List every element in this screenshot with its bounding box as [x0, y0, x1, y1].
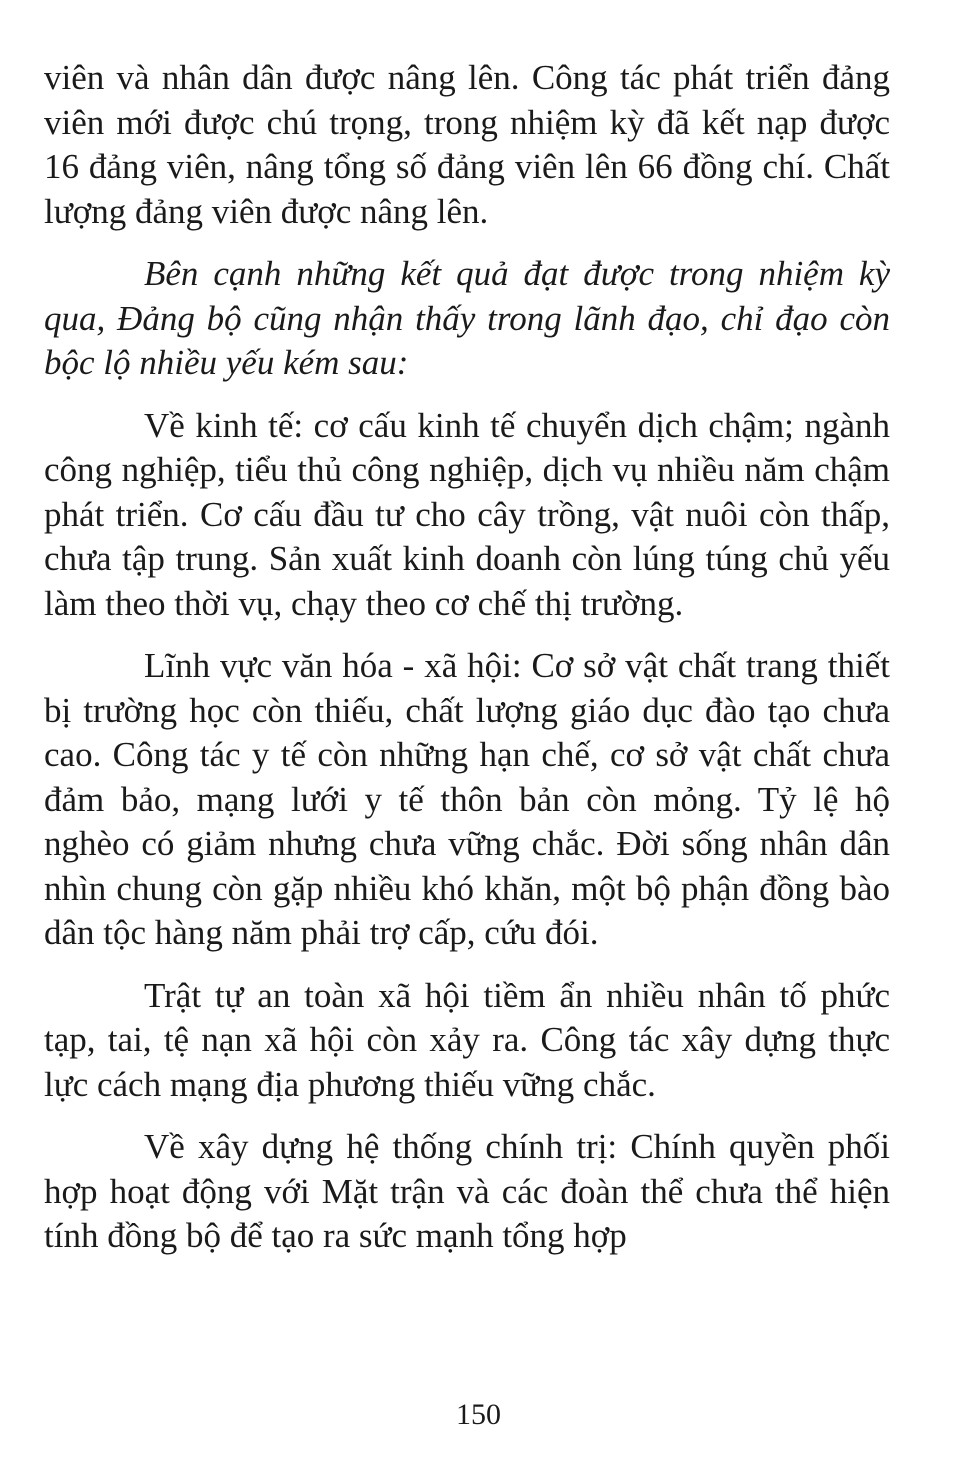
paragraph-party-members-continued: viên và nhân dân được nâng lên. Công tác phát triển đảng viên mới được chú trọng, trong nhiệm kỳ đã kết nạp được 16 đảng viên, nâng tổng số đảng viên lên 66 đồng chí. Chất lượng đảng viên được nâng lên.	[44, 58, 890, 231]
paragraph-political-system: Về xây dựng hệ thống chính trị: Chính quyền phối hợp hoạt động với Mặt trận và các đoàn thể chưa thể hiện tính đồng bộ để tạo ra sức mạnh tổng hợp	[44, 1127, 890, 1255]
paragraph-social-order: Trật tự an toàn xã hội tiềm ẩn nhiều nhân tố phức tạp, tai, tệ nạn xã hội còn xảy ra. Công tác xây dựng thực lực cách mạng địa phương thiếu vững chắc.	[44, 975, 890, 1104]
page-number: 150	[456, 1398, 501, 1431]
paragraph-shortcomings-intro: Bên cạnh những kết quả đạt được trong nhiệm kỳ qua, Đảng bộ cũng nhận thấy trong lãnh đạo, chỉ đạo còn bộc lộ nhiều yếu kém sau:	[44, 254, 890, 382]
paragraph-economy: Về kinh tế: cơ cấu kinh tế chuyển dịch chậm; ngành công nghiệp, tiểu thủ công nghiệp, dịch vụ nhiều năm chậm phát triển. Cơ cấu đầu tư cho cây trồng, vật nuôi còn thấp, chưa tập trung. Sản xuất kinh doanh còn lúng túng chủ yếu làm theo thời vụ, chạy theo cơ chế thị trường.	[44, 405, 890, 623]
paragraph-culture-society: Lĩnh vực văn hóa - xã hội: Cơ sở vật chất trang thiết bị trường học còn thiếu, chất lượng giáo dục đào tạo chưa cao. Công tác y tế còn những hạn chế, cơ sở vật chất chưa đảm bảo, mạng lưới y tế thôn bản còn mỏng. Tỷ lệ hộ nghèo có giảm nhưng chưa vững chắc. Đời sống nhân dân nhìn chung còn gặp nhiều khó khăn, một bộ phận đồng bào dân tộc hàng năm phải trợ cấp, cứu đói.	[44, 646, 890, 952]
page-body	[44, 56, 890, 1259]
